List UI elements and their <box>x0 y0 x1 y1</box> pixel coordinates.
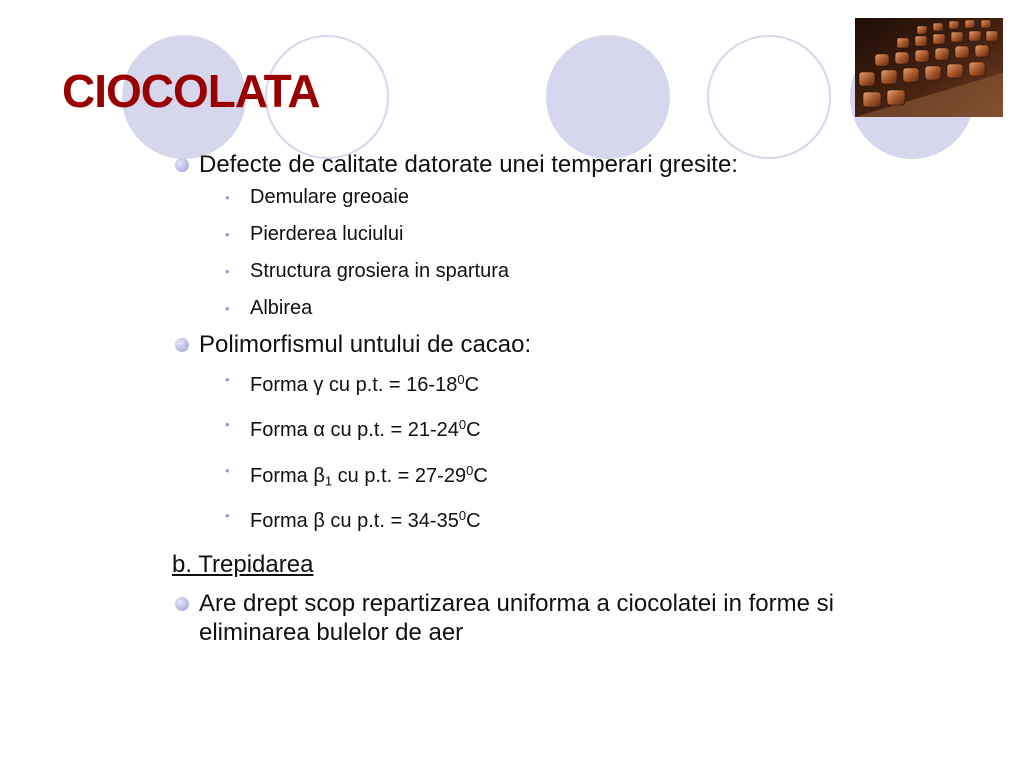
slide-content <box>172 150 972 647</box>
sub-bullet-text: Pierderea luciului <box>250 223 404 245</box>
melting-point-range: cu p.t. = 21-24 <box>324 419 459 442</box>
dot-icon: • <box>225 417 230 433</box>
sub-bullet-text: Demulare greoaie <box>250 186 409 208</box>
bullet-defects <box>172 150 972 179</box>
form-alpha <box>172 412 972 447</box>
dot-icon: • <box>225 227 230 242</box>
greek-symbol: β <box>313 464 325 487</box>
unit: C <box>464 374 480 397</box>
sub-bullet-albirea <box>172 296 972 321</box>
dot-icon: • <box>225 190 230 205</box>
bullet-text-line-2: eliminarea bulelor de aer <box>199 618 464 646</box>
unit: C <box>466 419 481 442</box>
form-prefix: Forma <box>250 510 314 533</box>
slide-title: CIOCOLATA <box>62 65 320 117</box>
subheading-trepidarea: b. Trepidarea <box>172 550 314 578</box>
degree-superscript: 0 <box>458 508 467 524</box>
sub-bullet-text: Albirea <box>250 297 313 319</box>
unit: C <box>473 464 488 487</box>
degree-superscript: 0 <box>457 372 465 387</box>
greek-symbol: β <box>313 510 325 533</box>
dot-icon: • <box>225 372 230 387</box>
bullet-text-line-1: Are drept scop repartizarea uniforma a ciocolatei in forme si <box>199 589 834 617</box>
bullet-polimorfism <box>172 330 972 359</box>
sub-bullet-structura <box>172 259 972 284</box>
degree-superscript: 0 <box>466 462 474 478</box>
bullet-icon <box>175 338 189 352</box>
symbol-subscript: 1 <box>324 473 333 489</box>
bullet-icon <box>175 158 189 172</box>
bullet-icon <box>175 597 189 611</box>
chocolate-image <box>855 18 1003 117</box>
greek-symbol: α <box>313 419 325 442</box>
decor-circle-2 <box>546 35 670 159</box>
dot-icon: • <box>225 301 230 316</box>
melting-point-range: cu p.t. = 27-29 <box>332 464 467 487</box>
bullet-trepidarea <box>172 589 972 647</box>
sub-bullet-demulare <box>172 185 972 210</box>
form-prefix: Forma <box>250 419 314 442</box>
sub-bullet-luciu <box>172 222 972 247</box>
greek-symbol: γ <box>313 374 324 397</box>
degree-superscript: 0 <box>458 417 467 433</box>
unit: C <box>466 510 481 533</box>
form-beta1 <box>172 458 972 493</box>
decor-ring-2 <box>707 35 831 159</box>
sub-bullet-text: Structura grosiera in spartura <box>250 260 510 282</box>
form-prefix: Forma <box>250 464 314 487</box>
form-gamma <box>172 367 972 402</box>
melting-point-range: cu p.t. = 16-18 <box>323 374 458 397</box>
bullet-text: Polimorfismul untului de cacao: <box>199 331 532 358</box>
dot-icon: • <box>225 264 230 279</box>
bullet-text: Defecte de calitate datorate unei temperari gresite: <box>199 151 738 178</box>
form-prefix: Forma <box>250 374 314 397</box>
form-beta <box>172 503 972 538</box>
dot-icon: • <box>225 462 230 478</box>
dot-icon: • <box>225 508 230 524</box>
melting-point-range: cu p.t. = 34-35 <box>324 510 459 533</box>
